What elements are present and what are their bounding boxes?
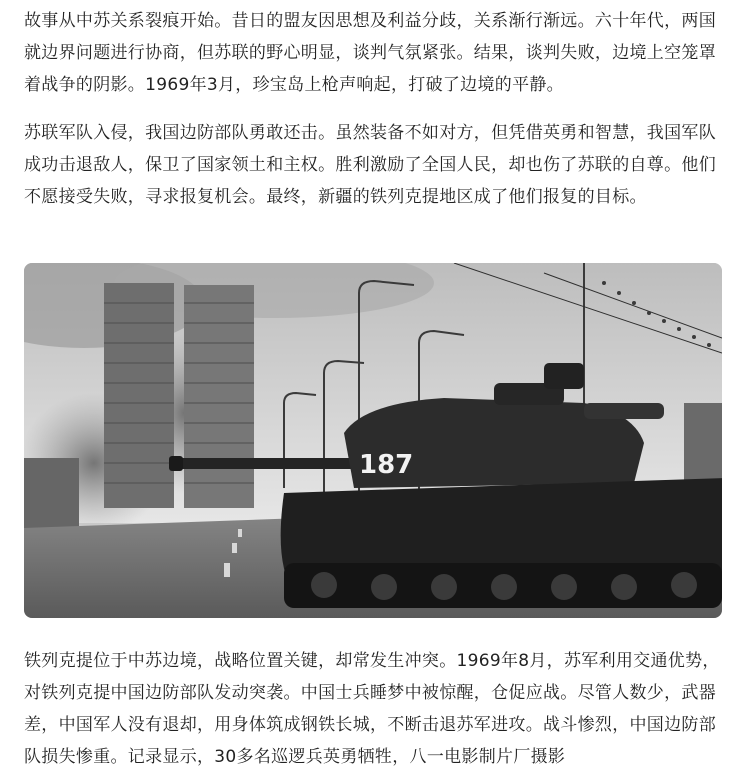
tank-street-photo — [24, 263, 722, 618]
paragraph-intro: 故事从中苏关系裂痕开始。昔日的盟友因思想及利益分歧，关系渐行渐远。六十年代，两国就边界问题进行协商，但苏联的野心明显，谈判气氛紧张。结果，谈判失败，边境上空笼罩着战争的阴影。1969年3月，珍宝岛上枪声响起，打破了边境的平静。 — [24, 11, 716, 95]
article-photo — [24, 263, 722, 618]
tank-number-label: 187 — [359, 450, 414, 480]
paragraph-tielieketi: 铁列克提位于中苏边境，战略位置关键，却常发生冲突。1969年8月，苏军利用交通优势，对铁列克提中国边防部队发动突袭。中国士兵睡梦中被惊醒，仓促应战。尽管人数少，武器差，中国军人没有退却，用身体筑成钢铁长城，不断击退苏军进攻。战斗惨烈，中国边防部队损失惨重。记录显示，30多名巡逻兵英勇牺牲，八一电影制片厂摄影 — [24, 651, 720, 767]
paragraph-zhenbao-island: 苏联军队入侵，我国边防部队勇敢还击。虽然装备不如对方，但凭借英勇和智慧，我国军队成功击退敌人，保卫了国家领土和主权。胜利激励了全国人民，却也伤了苏联的自尊。他们不愿接受失败，寻求报复机会。最终，新疆的铁列克提地区成了他们报复的目标。 — [24, 123, 716, 207]
